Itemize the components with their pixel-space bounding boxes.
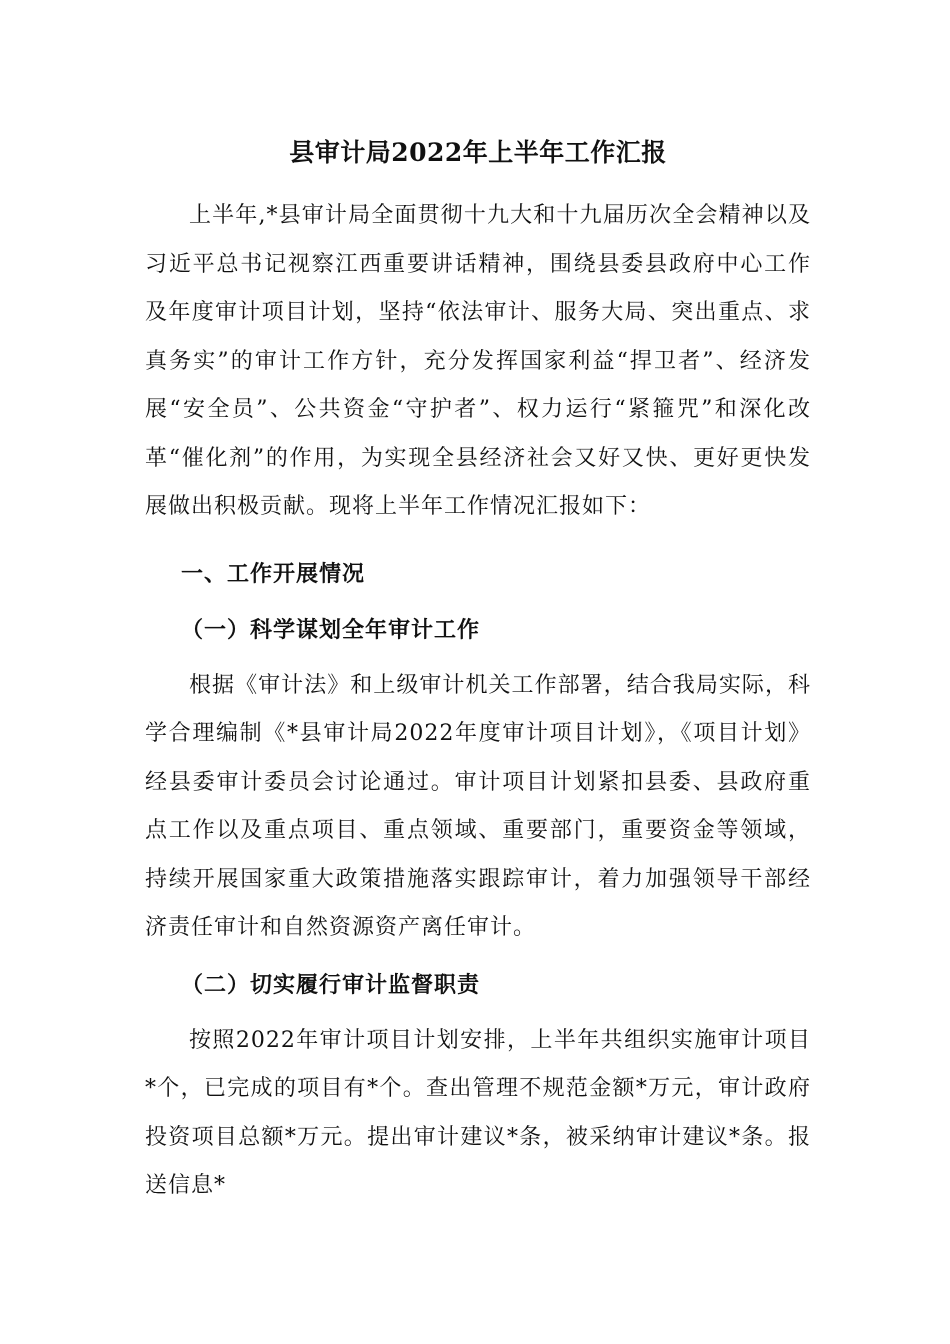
spacer xyxy=(145,532,811,550)
subsection-heading-2: （二）切实履行审计监督职责 xyxy=(181,971,481,998)
document-body xyxy=(145,122,811,1211)
subsection-2-paragraph: 按照2022年审计项目计划安排，上半年共组织实施审计项目*个，已完成的项目有*个。查出管理不规范金额*万元，审计政府投资项目总额*万元。提出审计建议*条，被采纳审计建议*条。报送信息* xyxy=(145,1027,811,1198)
spacer xyxy=(145,598,811,606)
section-heading-1: 一、工作开展情况 xyxy=(181,560,366,587)
intro-paragraph: 上半年,*县审计局全面贯彻十九大和十九届历次全会精神以及习近平总书记视察江西重要讲话精神，围绕县委县政府中心工作及年度审计项目计划，坚持“依法审计、服务大局、突出重点、求真务实”的审计工作方针，充分发挥国家利益“捍卫者”、经济发展“安全员”、公共资金“守护者”、权力运行“紧箍咒”和深化改革“催化剂”的作用，为实现全县经济社会又好又快、更好更快发展做出积极贡献。现将上半年工作情况汇报如下： xyxy=(145,203,811,519)
spacer xyxy=(145,1009,811,1017)
spacer xyxy=(145,953,811,961)
spacer xyxy=(145,184,811,192)
spacer xyxy=(145,654,811,662)
document-title: 县审计局2022年上半年工作汇报 xyxy=(289,138,667,167)
subsection-1-paragraph: 根据《审计法》和上级审计机关工作部署，结合我局实际，科学合理编制《*县审计局2022年度审计项目计划》，《项目计划》经县委审计委员会讨论通过。审计项目计划紧扣县委、县政府重点工作以及重点项目、重点领域、重要部门，重要资金等领域，持续开展国家重大政策措施落实跟踪审计，着力加强领导干部经济责任审计和自然资源资产离任审计。 xyxy=(145,672,811,940)
subsection-heading-1: （一）科学谋划全年审计工作 xyxy=(181,616,481,643)
